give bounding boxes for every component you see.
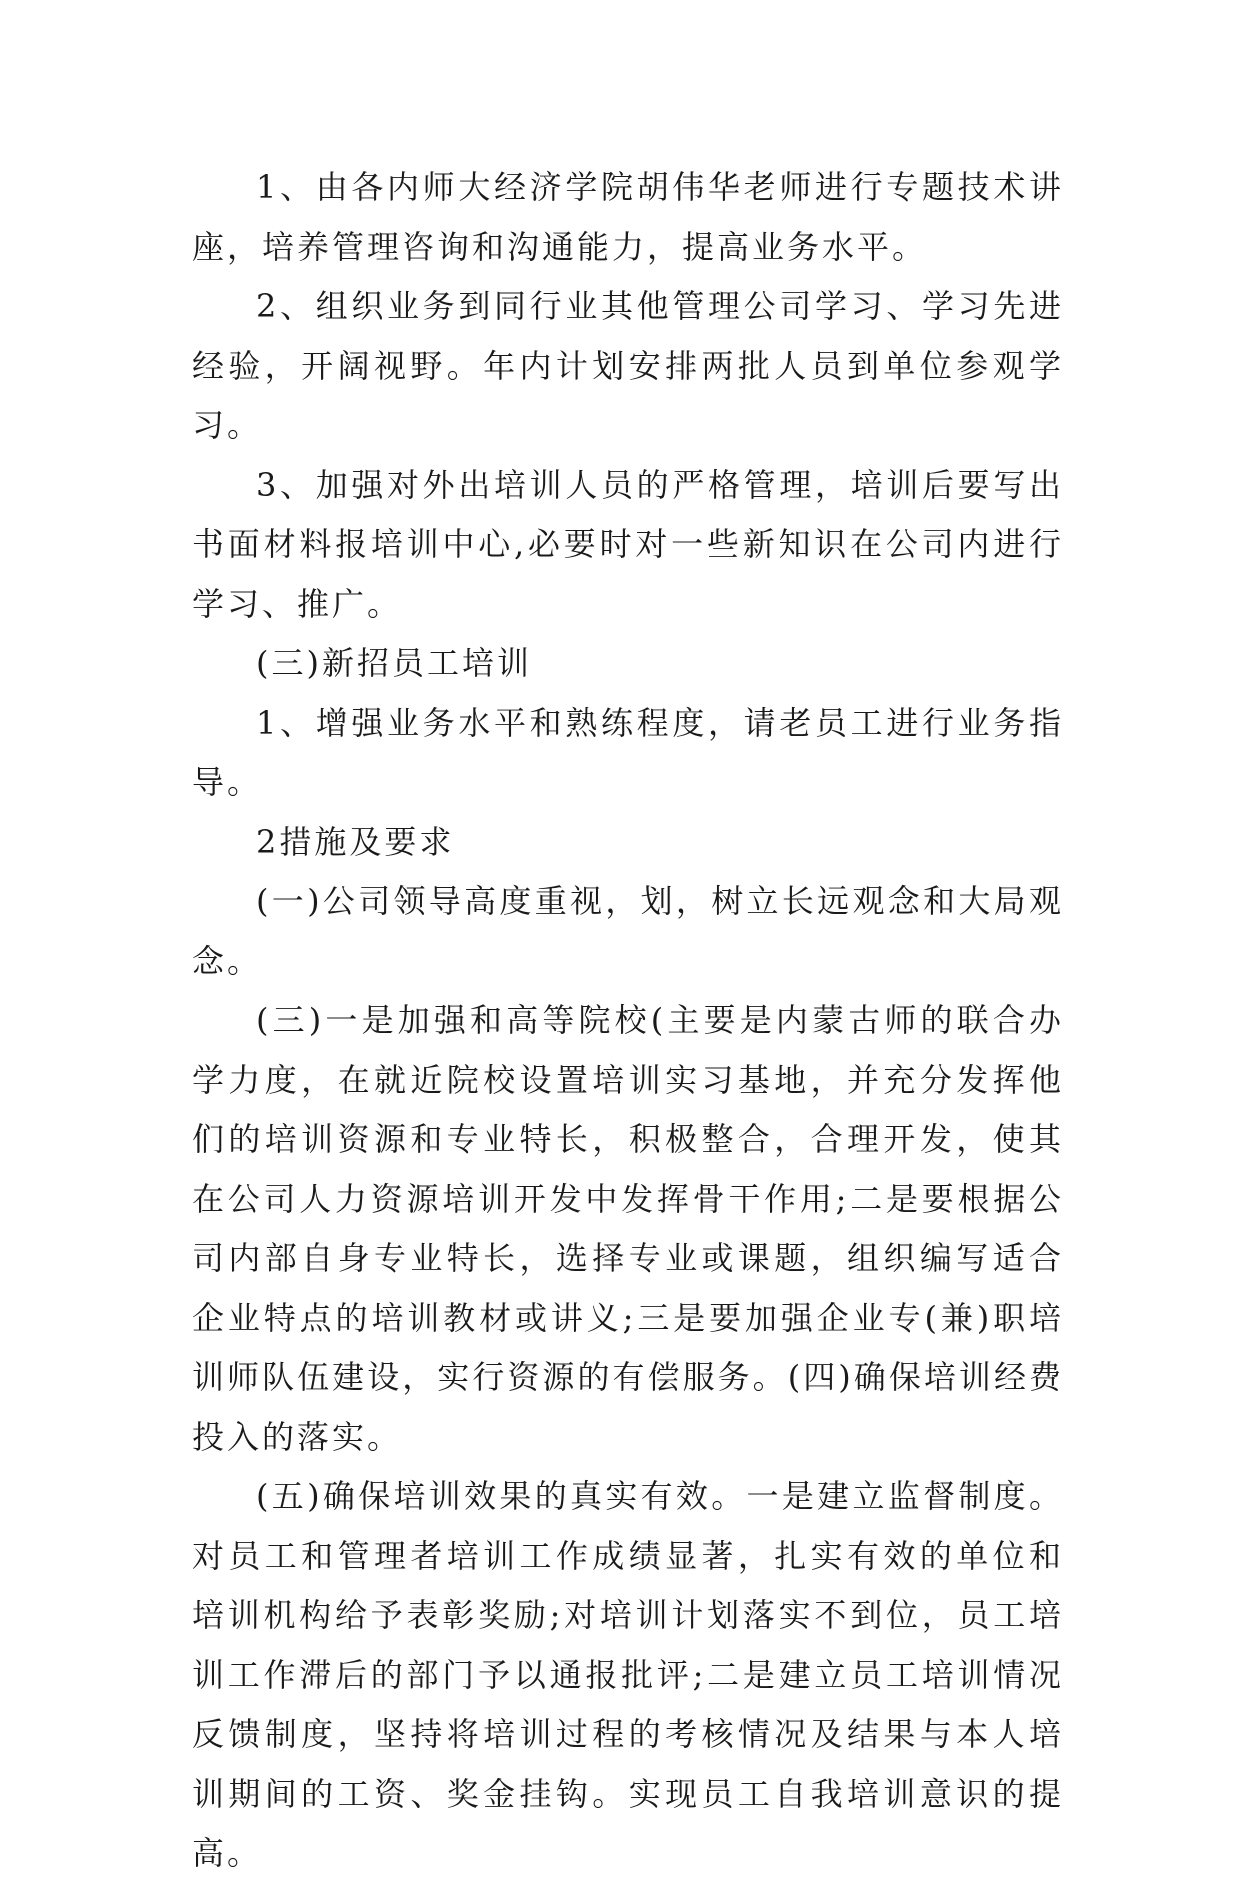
document-body (192, 158, 1064, 1884)
heading-new-staff-training: (三)新招员工培训 (256, 644, 532, 682)
paragraph-external-training: 3、加强对外出培训人员的严格管理，培训后要写出书面材料报培训中心,必要时对一些新知识在公司内进行学习、推广。 (192, 465, 1064, 623)
paragraph-lecture: 1、由各内师大经济学院胡伟华老师进行专题技术讲座，培养管理咨询和沟通能力，提高业务水平。 (192, 168, 1064, 266)
paragraph-leadership: (一)公司领导高度重视，划，树立长远观念和大局观念。 (192, 882, 1064, 980)
paragraph-visit-study: 2、组织业务到同行业其他管理公司学习、学习先进经验，开阔视野。年内计划安排两批人员到单位参观学习。 (192, 287, 1064, 444)
heading-measures: 2措施及要求 (256, 822, 455, 861)
paragraph-effectiveness: (五)确保培训效果的真实有效。一是建立监督制度。对员工和管理者培训工作成绩显著，扎实有效的单位和培训机构给予表彰奖励;对培训计划落实不到位，员工培训工作滞后的部门予以通报批评;二是建立员工培训情况反馈制度，坚持将培训过程的考核情况及结果与本人培训期间的工资、奖金挂钩。实现员工自我培训意识的提高。 (192, 1477, 1064, 1872)
paragraph-business-guidance: 1、增强业务水平和熟练程度，请老员工进行业务指导。 (192, 703, 1064, 801)
paragraph-college-cooperation: (三)一是加强和高等院校(主要是内蒙古师的联合办学力度，在就近院校设置培训实习基地，并充分发挥他们的培训资源和专业特长，积极整合，合理开发，使其在公司人力资源培训开发中发挥骨干作用;二是要根据公司内部自身专业特长，选择专业或课题，组织编写适合企业特点的培训教材或讲义;三是要加强企业专(兼)职培训师队伍建设，实行资源的有偿服务。(四)确保培训经费投入的落实。 (192, 1001, 1064, 1456)
